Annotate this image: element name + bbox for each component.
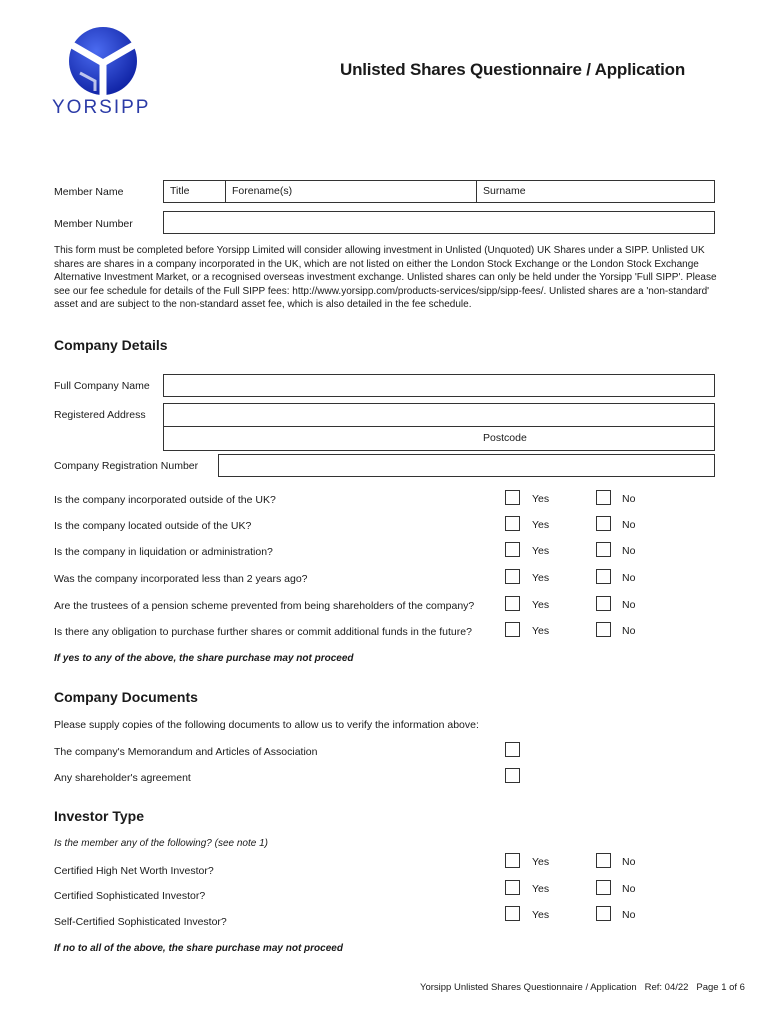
q1-yes-checkbox[interactable] <box>505 490 520 505</box>
yes-label: Yes <box>532 519 550 531</box>
company-documents-heading: Company Documents <box>54 689 198 705</box>
no-label: No <box>622 856 636 868</box>
hnw-no-checkbox[interactable] <box>596 853 611 868</box>
documents-intro: Please supply copies of the following documents to allow us to verify the information above: <box>54 719 479 731</box>
yes-label: Yes <box>532 572 550 584</box>
yes-label: Yes <box>532 856 550 868</box>
no-label: No <box>622 545 636 557</box>
document-item: The company's Memorandum and Articles of Association <box>54 746 318 758</box>
question-text: Is there any obligation to purchase further shares or commit additional funds in the future? <box>54 626 472 638</box>
memorandum-checkbox[interactable] <box>505 742 520 757</box>
q6-no-checkbox[interactable] <box>596 622 611 637</box>
no-label: No <box>622 599 636 611</box>
member-name-label: Member Name <box>54 186 124 198</box>
question-text: Is the company located outside of the UK? <box>54 520 252 532</box>
self-cert-soph-no-checkbox[interactable] <box>596 906 611 921</box>
no-label: No <box>622 909 636 921</box>
yes-label: Yes <box>532 545 550 557</box>
investor-question: Is the member any of the following? (see note 1) <box>54 838 269 849</box>
q3-no-checkbox[interactable] <box>596 542 611 557</box>
forename-field[interactable] <box>225 180 477 203</box>
no-label: No <box>622 883 636 895</box>
surname-label: Surname <box>483 185 526 197</box>
yes-label: Yes <box>532 625 550 637</box>
brand-name: YORSIPP <box>52 97 151 118</box>
q4-no-checkbox[interactable] <box>596 569 611 584</box>
registered-address-label: Registered Address <box>54 409 146 421</box>
investor-type-item: Self-Certified Sophisticated Investor? <box>54 916 227 928</box>
intro-paragraph: This form must be completed before Yorsipp Limited will consider allowing investment in Unlisted (Unquoted) UK Shares under a SIPP. Unlisted UK shares are shares in a company incorporated in the UK, which are not listed on either the London Stock Exchange or the London Stock Exchange Alternative Investment Market, or a recognised overseas investment exchange. Unlisted shares can only be held under the Yorsipp 'Full SIPP'. Please see our fee schedule for details of the Full SIPP fees: http://www.yorsipp.com/products-services/sipp/sipp-fees/. Unlisted shares are a 'non-standard' asset and are subject to the non-standard asset fee, which is also detailed in the fee schedule. <box>54 245 717 311</box>
postcode-label: Postcode <box>483 432 527 444</box>
q3-yes-checkbox[interactable] <box>505 542 520 557</box>
company-reg-number-label: Company Registration Number <box>54 460 199 472</box>
yes-label: Yes <box>532 883 550 895</box>
forename-label: Forename(s) <box>232 185 293 197</box>
no-label: No <box>622 625 636 637</box>
no-label: No <box>622 493 636 505</box>
yes-label: Yes <box>532 599 550 611</box>
company-details-heading: Company Details <box>54 337 168 353</box>
full-company-name-field[interactable] <box>163 374 715 397</box>
postcode-row <box>163 426 715 451</box>
investor-type-item: Certified High Net Worth Investor? <box>54 865 214 877</box>
page-footer: Yorsipp Unlisted Shares Questionnaire / Application Ref: 04/22 Page 1 of 6 <box>420 982 745 993</box>
no-label: No <box>622 572 636 584</box>
member-number-label: Member Number <box>54 218 133 230</box>
self-cert-soph-yes-checkbox[interactable] <box>505 906 520 921</box>
q5-no-checkbox[interactable] <box>596 596 611 611</box>
question-text: Was the company incorporated less than 2 years ago? <box>54 573 308 585</box>
member-number-field[interactable] <box>163 211 715 234</box>
surname-field[interactable] <box>476 180 715 203</box>
company-reg-number-field[interactable] <box>218 454 715 477</box>
q4-yes-checkbox[interactable] <box>505 569 520 584</box>
question-text: Is the company in liquidation or administration? <box>54 546 273 558</box>
q6-yes-checkbox[interactable] <box>505 622 520 637</box>
title-label: Title <box>170 185 190 197</box>
yes-label: Yes <box>532 909 550 921</box>
certified-soph-no-checkbox[interactable] <box>596 880 611 895</box>
certified-soph-yes-checkbox[interactable] <box>505 880 520 895</box>
company-warning: If yes to any of the above, the share purchase may not proceed <box>54 653 354 664</box>
q1-no-checkbox[interactable] <box>596 490 611 505</box>
title-field[interactable] <box>163 180 226 203</box>
yes-label: Yes <box>532 493 550 505</box>
investor-type-heading: Investor Type <box>54 808 144 824</box>
question-text: Are the trustees of a pension scheme prevented from being shareholders of the company? <box>54 600 475 612</box>
question-text: Is the company incorporated outside of the UK? <box>54 494 276 506</box>
document-item: Any shareholder's agreement <box>54 772 191 784</box>
q2-no-checkbox[interactable] <box>596 516 611 531</box>
no-label: No <box>622 519 636 531</box>
investor-type-item: Certified Sophisticated Investor? <box>54 890 206 902</box>
investor-warning: If no to all of the above, the share purchase may not proceed <box>54 943 343 954</box>
q2-yes-checkbox[interactable] <box>505 516 520 531</box>
page-title: Unlisted Shares Questionnaire / Application <box>340 60 686 79</box>
full-company-name-label: Full Company Name <box>54 380 150 392</box>
q5-yes-checkbox[interactable] <box>505 596 520 611</box>
shareholder-agreement-checkbox[interactable] <box>505 768 520 783</box>
hnw-yes-checkbox[interactable] <box>505 853 520 868</box>
